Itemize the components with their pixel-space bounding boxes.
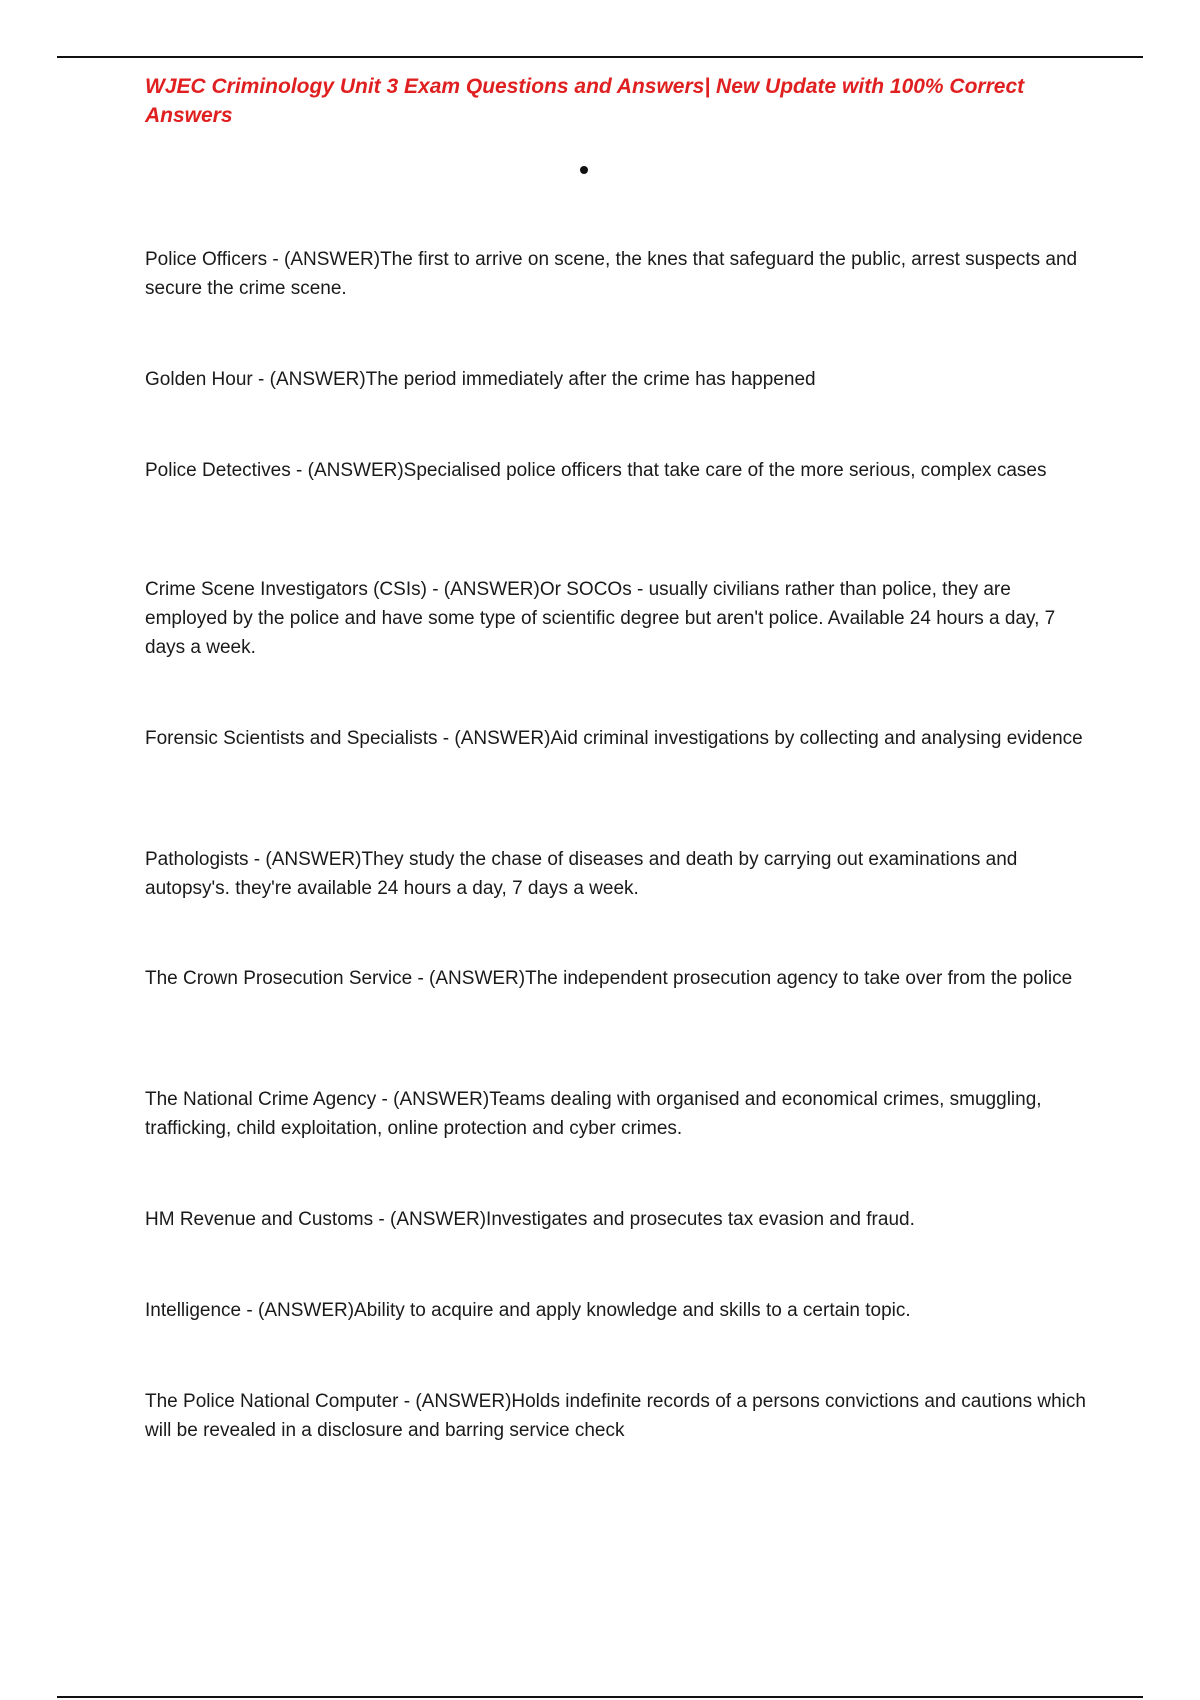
entry-golden-hour: Golden Hour - (ANSWER)The period immediately after the crime has happened	[145, 369, 816, 390]
bottom-divider	[57, 1696, 1143, 1698]
bullet-marker	[580, 166, 588, 174]
entry-crime-scene-investigators: Crime Scene Investigators (CSIs) - (ANSWER)Or SOCOs - usually civilians rather than police, they are employed by the police and have some type of scientific degree but aren't police. Available 24 hours a day, 7 days a week.	[145, 579, 1056, 658]
entry-hm-revenue-customs: HM Revenue and Customs - (ANSWER)Investigates and prosecutes tax evasion and fraud.	[145, 1209, 915, 1230]
entry-police-officers: Police Officers - (ANSWER)The first to arrive on scene, the knes that safeguard the public, arrest suspects and secure the crime scene.	[145, 249, 1078, 299]
entry-forensic-scientists: Forensic Scientists and Specialists - (ANSWER)Aid criminal investigations by collecting and analysing evidence	[145, 728, 1083, 749]
entry-pathologists: Pathologists - (ANSWER)They study the chase of diseases and death by carrying out examinations and autopsy's. they're available 24 hours a day, 7 days a week.	[145, 849, 1018, 899]
top-divider	[57, 56, 1143, 58]
entry-intelligence: Intelligence - (ANSWER)Ability to acquire and apply knowledge and skills to a certain topic.	[145, 1300, 911, 1321]
entry-police-national-computer: The Police National Computer - (ANSWER)Holds indefinite records of a persons convictions and cautions which will be revealed in a disclosure and barring service check	[145, 1391, 1086, 1441]
document-title: WJEC Criminology Unit 3 Exam Questions and Answers| New Update with 100% Correct Answers	[145, 75, 1025, 127]
entry-crown-prosecution-service: The Crown Prosecution Service - (ANSWER)The independent prosecution agency to take over from the police	[145, 968, 1073, 989]
entry-police-detectives: Police Detectives - (ANSWER)Specialised police officers that take care of the more serious, complex cases	[145, 460, 1047, 481]
entry-national-crime-agency: The National Crime Agency - (ANSWER)Teams dealing with organised and economical crimes, smuggling, trafficking, child exploitation, online protection and cyber crimes.	[145, 1089, 1042, 1139]
